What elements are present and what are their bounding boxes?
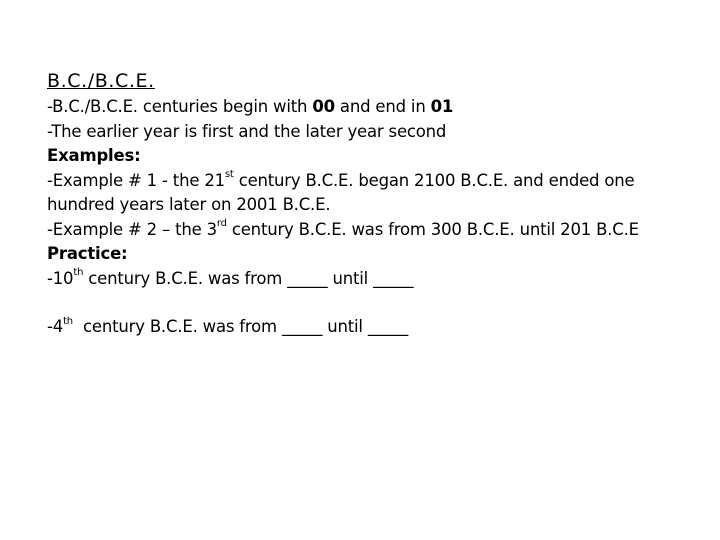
example-2-prefix: -Example # 2 – the 3 — [47, 219, 217, 239]
spacer — [47, 291, 697, 315]
rule-1-text-b: and end in — [334, 97, 431, 116]
practice-1-rest: century B.C.E. was from _____ until _____ — [83, 268, 414, 288]
example-2-rest: century B.C.E. was from 300 B.C.E. until 201 B.C.E — [226, 219, 639, 239]
practice-1-prefix: -10 — [47, 268, 74, 288]
practice-1-sup: th — [73, 267, 84, 278]
example-1-prefix: -Example # 1 - the 21 — [47, 170, 225, 190]
rule-1-text-a: -B.C./B.C.E. centuries begin with — [47, 97, 313, 116]
example-1-sup: st — [224, 169, 234, 180]
practice-item-1 — [47, 267, 697, 292]
example-1-rest: century B.C.E. began 2100 B.C.E. and ended one hundred years later on 2001 B.C.E. — [47, 170, 635, 214]
example-2-sup: rd — [216, 218, 227, 229]
example-1 — [47, 169, 697, 218]
rule-line-2: -The earlier year is first and the later year second — [47, 121, 447, 141]
examples-heading: Examples: — [47, 146, 141, 165]
practice-heading: Practice: — [47, 244, 128, 263]
rule-1-bold-01: 01 — [430, 97, 454, 116]
slide-content — [47, 67, 697, 340]
practice-item-2 — [47, 315, 697, 340]
example-2 — [47, 218, 697, 243]
rule-line-1 — [47, 95, 697, 120]
practice-2-prefix: -4 — [47, 317, 64, 336]
practice-2-rest: century B.C.E. was from _____ until _____ — [72, 317, 409, 336]
slide-title: B.C./B.C.E. — [47, 70, 155, 92]
practice-2-sup: th — [63, 315, 73, 327]
rule-1-bold-00: 00 — [312, 97, 335, 116]
